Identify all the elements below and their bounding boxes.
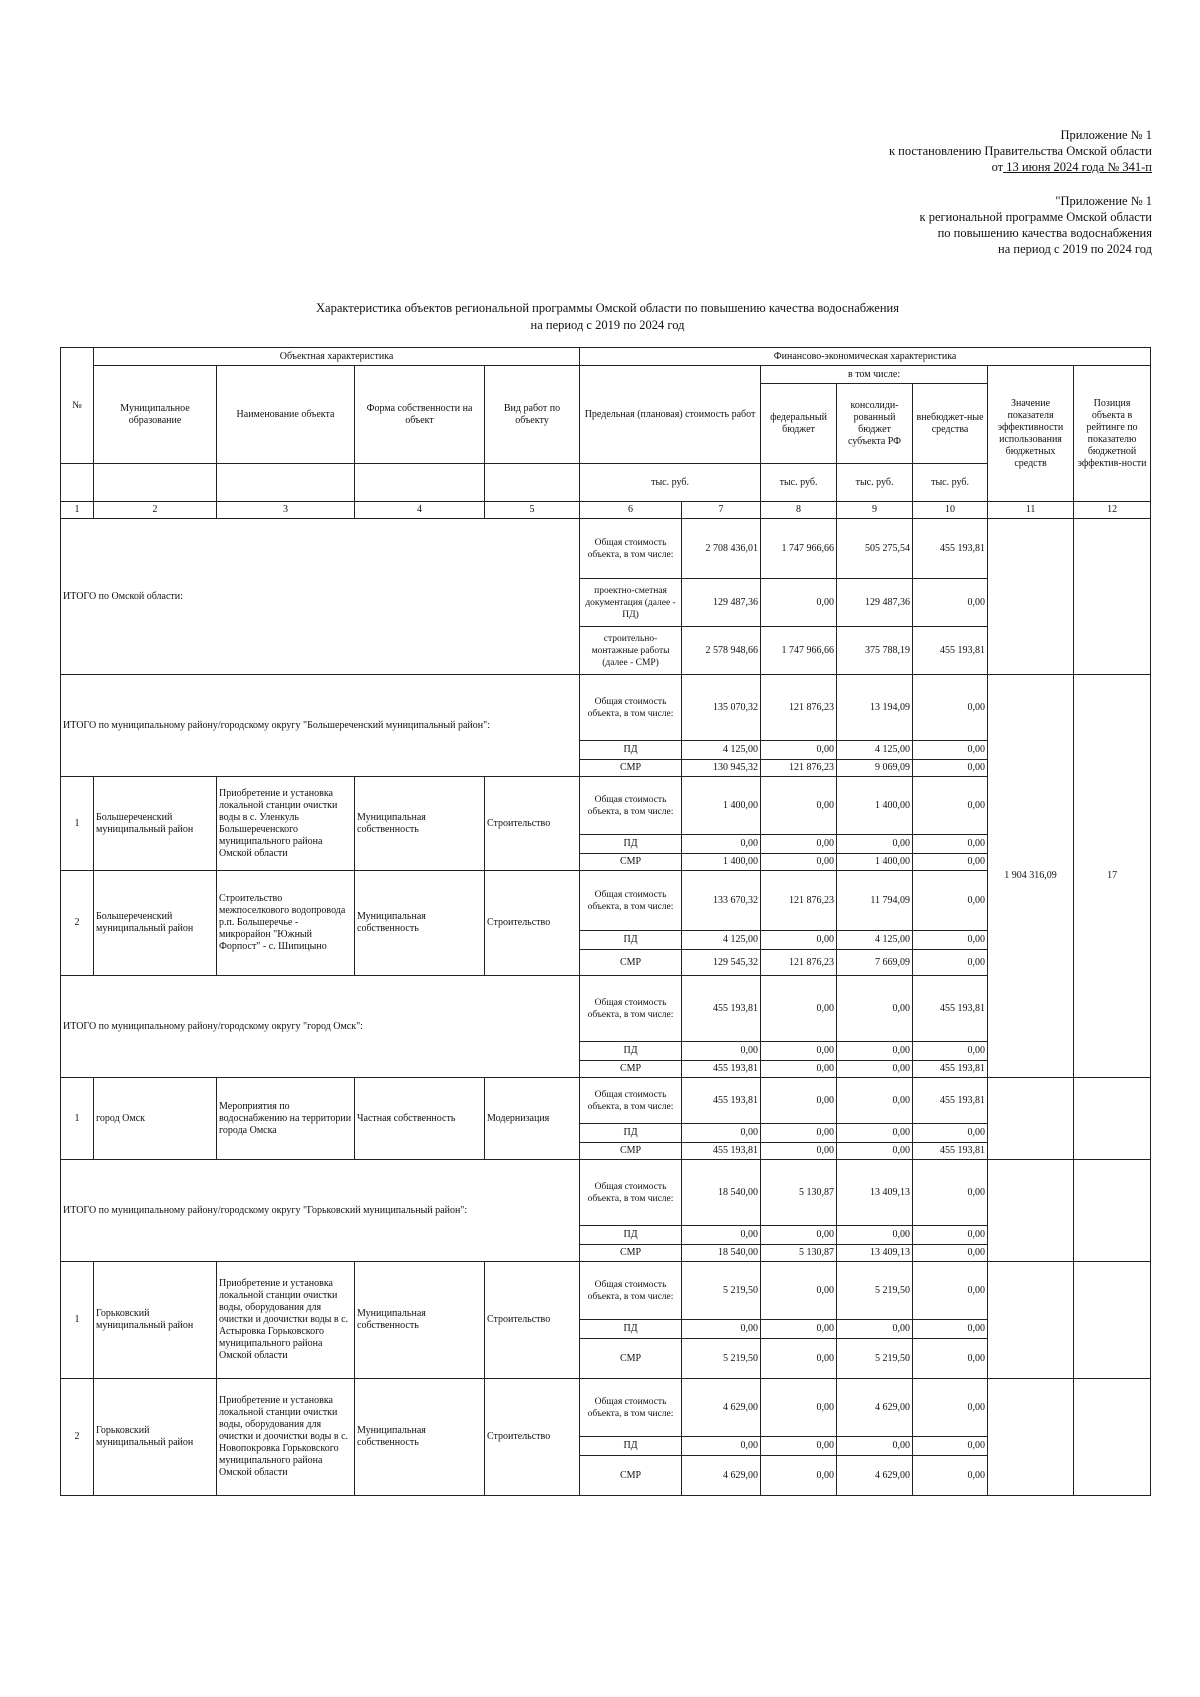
amount-cell: 0,00: [761, 1143, 837, 1160]
object-number: 1: [61, 1078, 94, 1160]
amount-cell: 0,00: [913, 1379, 988, 1437]
district-total-label: ИТОГО по муниципальному району/городскому округу "Большереченский муниципальный район":: [61, 675, 580, 777]
amount-cell: 0,00: [761, 741, 837, 760]
amount-cell: 0,00: [837, 1124, 913, 1143]
object-work-type: Строительство: [485, 777, 580, 871]
amount-cell: 9 069,09: [837, 760, 913, 777]
amount-cell: 0,00: [761, 1124, 837, 1143]
document-title: [60, 300, 1155, 334]
amount-cell: 18 540,00: [682, 1245, 761, 1262]
rating-cell: [1074, 1160, 1151, 1262]
object-number: 1: [61, 777, 94, 871]
amount-cell: 0,00: [682, 1437, 761, 1456]
amount-cell: 0,00: [682, 1042, 761, 1061]
row-label-pd: ПД: [580, 1320, 682, 1339]
amount-cell: 0,00: [913, 675, 988, 741]
amount-cell: 0,00: [761, 1061, 837, 1078]
object-work-type: Строительство: [485, 1262, 580, 1379]
row-label-total: Общая стоимость объекта, в том числе:: [580, 1379, 682, 1437]
header-object-characteristics: Объектная характеристика: [94, 348, 580, 366]
amount-cell: 0,00: [761, 1437, 837, 1456]
header-unit-blank: [217, 464, 355, 502]
row-label-smr: СМР: [580, 760, 682, 777]
region-total-label: ИТОГО по Омской области:: [61, 519, 580, 675]
object-name: Приобретение и установка локальной станции очистки воды, оборудования для очистки и доочистки воды в с. Астыровка Горьковского муниципального района Омской области: [217, 1262, 355, 1379]
row-label-smr: СМР: [580, 1143, 682, 1160]
amount-cell: 1 400,00: [837, 854, 913, 871]
object-ownership: Муниципальная собственность: [355, 871, 485, 976]
amount-cell: 0,00: [761, 931, 837, 950]
amount-cell: 5 130,87: [761, 1245, 837, 1262]
column-number: 7: [682, 502, 761, 519]
amount-cell: 0,00: [837, 976, 913, 1042]
rating-cell: [1074, 1262, 1151, 1379]
amount-cell: 0,00: [913, 950, 988, 976]
header-financial-characteristics: Финансово-экономическая характеристика: [580, 348, 1151, 366]
appendix-line: [889, 159, 1152, 175]
amount-cell: 0,00: [837, 1226, 913, 1245]
amount-cell: 0,00: [837, 1042, 913, 1061]
amount-cell: 0,00: [913, 1339, 988, 1379]
amount-cell: 0,00: [761, 1339, 837, 1379]
amount-cell: 129 487,36: [837, 579, 913, 627]
amount-cell: 130 945,32: [682, 760, 761, 777]
object-name: Мероприятия по водоснабжению на территории города Омска: [217, 1078, 355, 1160]
amount-cell: 0,00: [682, 835, 761, 854]
appendix-line: к региональной программе Омской области: [919, 210, 1152, 224]
amount-cell: 2 578 948,66: [682, 627, 761, 675]
column-number: 10: [913, 502, 988, 519]
header-work-type: Вид работ по объекту: [485, 366, 580, 464]
amount-cell: 0,00: [837, 1061, 913, 1078]
row-label-smr: строительно-монтажные работы (далее - СМР): [580, 627, 682, 675]
row-label-total: Общая стоимость объекта, в том числе:: [580, 871, 682, 931]
object-name: Строительство межпоселкового водопровода р.п. Большеречье - микрорайон "Южный Форпост" - с. Шипицыно: [217, 871, 355, 976]
object-municipality: Горьковский муниципальный район: [94, 1262, 217, 1379]
amount-cell: 0,00: [761, 1379, 837, 1437]
column-number: 8: [761, 502, 837, 519]
amount-cell: 0,00: [913, 1245, 988, 1262]
amount-cell: 0,00: [682, 1226, 761, 1245]
row-label-smr: СМР: [580, 1061, 682, 1078]
object-ownership: Муниципальная собственность: [355, 1379, 485, 1496]
object-municipality: Большереченский муниципальный район: [94, 871, 217, 976]
amount-cell: 121 876,23: [761, 950, 837, 976]
amount-cell: 5 130,87: [761, 1160, 837, 1226]
amount-cell: 455 193,81: [682, 976, 761, 1042]
header-unit-blank: [485, 464, 580, 502]
amount-cell: 0,00: [837, 1320, 913, 1339]
column-number: 9: [837, 502, 913, 519]
amount-cell: 13 409,13: [837, 1160, 913, 1226]
amount-cell: 0,00: [761, 835, 837, 854]
object-work-type: Строительство: [485, 871, 580, 976]
row-label-total: Общая стоимость объекта, в том числе:: [580, 1160, 682, 1226]
row-label-smr: СМР: [580, 854, 682, 871]
object-municipality: Горьковский муниципальный район: [94, 1379, 217, 1496]
amount-cell: 13 409,13: [837, 1245, 913, 1262]
title-line: на период с 2019 по 2024 год: [530, 318, 685, 332]
object-number: 1: [61, 1262, 94, 1379]
amount-cell: 455 193,81: [682, 1078, 761, 1124]
efficiency-cell: [988, 1379, 1074, 1496]
appendix-date: 13 июня 2024 года №: [1003, 160, 1120, 174]
header-rating: Позиция объекта в рейтинге по показателю бюджетной эффектив-ности: [1074, 366, 1151, 502]
row-label-pd: проектно-сметная документация (далее - ПД): [580, 579, 682, 627]
amount-cell: 0,00: [761, 1042, 837, 1061]
appendix-line: на период с 2019 по 2024 год: [998, 242, 1152, 256]
header-consolidated: консолиди-рованный бюджет субъекта РФ: [837, 384, 913, 464]
object-ownership: Муниципальная собственность: [355, 1262, 485, 1379]
amount-cell: 1 400,00: [837, 777, 913, 835]
efficiency-cell: [988, 1262, 1074, 1379]
row-label-pd: ПД: [580, 741, 682, 760]
amount-cell: 5 219,50: [682, 1262, 761, 1320]
efficiency-value: 1 904 316,09: [988, 675, 1074, 1078]
appendix-date-prefix: от: [991, 160, 1004, 174]
amount-cell: 13 194,09: [837, 675, 913, 741]
amount-cell: 129 487,36: [682, 579, 761, 627]
appendix-line: Приложение № 1: [1060, 128, 1152, 142]
amount-cell: 455 193,81: [913, 627, 988, 675]
column-number: 2: [94, 502, 217, 519]
amount-cell: 455 193,81: [682, 1061, 761, 1078]
header-unit-blank: [61, 464, 94, 502]
header-max-cost: Предельная (плановая) стоимость работ: [580, 366, 761, 464]
amount-cell: 4 629,00: [682, 1379, 761, 1437]
appendix-number: 341-п: [1119, 160, 1152, 174]
amount-cell: 0,00: [913, 760, 988, 777]
amount-cell: 133 670,32: [682, 871, 761, 931]
row-label-smr: СМР: [580, 950, 682, 976]
amount-cell: 0,00: [913, 777, 988, 835]
amount-cell: 0,00: [913, 871, 988, 931]
column-number: 6: [580, 502, 682, 519]
header-no: №: [61, 348, 94, 464]
object-municipality: город Омск: [94, 1078, 217, 1160]
district-total-label: ИТОГО по муниципальному району/городскому округу "город Омск":: [61, 976, 580, 1078]
row-label-pd: ПД: [580, 835, 682, 854]
header-federal: федеральный бюджет: [761, 384, 837, 464]
rating-cell: [1074, 1078, 1151, 1160]
amount-cell: 0,00: [761, 1456, 837, 1496]
amount-cell: 1 400,00: [682, 854, 761, 871]
amount-cell: 0,00: [761, 1226, 837, 1245]
object-ownership: Муниципальная собственность: [355, 777, 485, 871]
object-ownership: Частная собственность: [355, 1078, 485, 1160]
row-label-pd: ПД: [580, 931, 682, 950]
amount-cell: 2 708 436,01: [682, 519, 761, 579]
amount-cell: 4 125,00: [682, 741, 761, 760]
amount-cell: 0,00: [761, 579, 837, 627]
title-line: Характеристика объектов региональной программы Омской области по повышению качества водоснабжения: [316, 301, 899, 315]
amount-cell: 0,00: [761, 854, 837, 871]
amount-cell: 121 876,23: [761, 760, 837, 777]
object-work-type: Модернизация: [485, 1078, 580, 1160]
amount-cell: 505 275,54: [837, 519, 913, 579]
efficiency-cell: [988, 519, 1074, 675]
header-municipality: Муниципальное образование: [94, 366, 217, 464]
amount-cell: 121 876,23: [761, 871, 837, 931]
amount-cell: 4 125,00: [682, 931, 761, 950]
amount-cell: 0,00: [837, 835, 913, 854]
column-number: 1: [61, 502, 94, 519]
amount-cell: 0,00: [913, 741, 988, 760]
amount-cell: 0,00: [913, 1042, 988, 1061]
column-number: 11: [988, 502, 1074, 519]
row-label-pd: ПД: [580, 1437, 682, 1456]
header-including: в том числе:: [761, 366, 988, 384]
amount-cell: 0,00: [913, 835, 988, 854]
header-unit-federal: тыс. руб.: [761, 464, 837, 502]
amount-cell: 4 629,00: [682, 1456, 761, 1496]
row-label-total: Общая стоимость объекта, в том числе:: [580, 675, 682, 741]
amount-cell: 18 540,00: [682, 1160, 761, 1226]
row-label-pd: ПД: [580, 1124, 682, 1143]
amount-cell: 0,00: [837, 1437, 913, 1456]
amount-cell: 0,00: [913, 1320, 988, 1339]
row-label-total: Общая стоимость объекта, в том числе:: [580, 1262, 682, 1320]
object-municipality: Большереченский муниципальный район: [94, 777, 217, 871]
header-unit-cost: тыс. руб.: [580, 464, 761, 502]
header-unit-blank: [355, 464, 485, 502]
column-number: 12: [1074, 502, 1151, 519]
efficiency-cell: [988, 1078, 1074, 1160]
object-number: 2: [61, 871, 94, 976]
amount-cell: 0,00: [913, 931, 988, 950]
header-efficiency: Значение показателя эффективности использования бюджетных средств: [988, 366, 1074, 502]
object-number: 2: [61, 1379, 94, 1496]
amount-cell: 4 125,00: [837, 741, 913, 760]
amount-cell: 4 125,00: [837, 931, 913, 950]
amount-cell: 0,00: [913, 1124, 988, 1143]
amount-cell: 121 876,23: [761, 675, 837, 741]
header-ownership: Форма собственности на объект: [355, 366, 485, 464]
row-label-pd: ПД: [580, 1226, 682, 1245]
amount-cell: 0,00: [913, 1226, 988, 1245]
row-label-total: Общая стоимость объекта, в том числе:: [580, 976, 682, 1042]
amount-cell: 0,00: [913, 854, 988, 871]
amount-cell: 7 669,09: [837, 950, 913, 976]
efficiency-cell: [988, 1160, 1074, 1262]
header-unit-consolidated: тыс. руб.: [837, 464, 913, 502]
header-unit-blank: [94, 464, 217, 502]
amount-cell: 0,00: [837, 1143, 913, 1160]
program-appendix-header: [920, 193, 1152, 257]
amount-cell: 0,00: [913, 1262, 988, 1320]
appendix-line: "Приложение № 1: [1055, 194, 1152, 208]
amount-cell: 455 193,81: [913, 976, 988, 1042]
amount-cell: 455 193,81: [682, 1143, 761, 1160]
amount-cell: 375 788,19: [837, 627, 913, 675]
rating-cell: [1074, 519, 1151, 675]
appendix-header: [889, 127, 1152, 175]
row-label-total: Общая стоимость объекта, в том числе:: [580, 519, 682, 579]
amount-cell: 0,00: [761, 1078, 837, 1124]
amount-cell: 0,00: [682, 1320, 761, 1339]
amount-cell: 0,00: [913, 1160, 988, 1226]
amount-cell: 129 545,32: [682, 950, 761, 976]
amount-cell: 0,00: [913, 1437, 988, 1456]
column-number: 5: [485, 502, 580, 519]
amount-cell: 0,00: [761, 777, 837, 835]
header-extrabudget: внебюджет-ные средства: [913, 384, 988, 464]
amount-cell: 1 400,00: [682, 777, 761, 835]
row-label-total: Общая стоимость объекта, в том числе:: [580, 777, 682, 835]
amount-cell: 1 747 966,66: [761, 627, 837, 675]
district-total-label: ИТОГО по муниципальному району/городскому округу "Горьковский муниципальный район":: [61, 1160, 580, 1262]
rating-cell: [1074, 1379, 1151, 1496]
appendix-line: по повышению качества водоснабжения: [937, 226, 1152, 240]
object-name: Приобретение и установка локальной станции очистки воды, оборудования для очистки и доочистки воды в с. Новопокровка Горьковского муниципального района Омской области: [217, 1379, 355, 1496]
amount-cell: 4 629,00: [837, 1456, 913, 1496]
amount-cell: 0,00: [837, 1078, 913, 1124]
amount-cell: 0,00: [761, 976, 837, 1042]
amount-cell: 1 747 966,66: [761, 519, 837, 579]
amount-cell: 5 219,50: [837, 1262, 913, 1320]
appendix-line: к постановлению Правительства Омской области: [888, 144, 1152, 158]
amount-cell: 0,00: [761, 1262, 837, 1320]
amount-cell: 135 070,32: [682, 675, 761, 741]
amount-cell: 0,00: [682, 1124, 761, 1143]
amount-cell: 4 629,00: [837, 1379, 913, 1437]
amount-cell: 0,00: [761, 1320, 837, 1339]
row-label-smr: СМР: [580, 1339, 682, 1379]
amount-cell: 455 193,81: [913, 519, 988, 579]
object-name: Приобретение и установка локальной станции очистки воды в с. Уленкуль Большереченского муниципального района Омской области: [217, 777, 355, 871]
row-label-smr: СМР: [580, 1456, 682, 1496]
amount-cell: 455 193,81: [913, 1143, 988, 1160]
column-number: 4: [355, 502, 485, 519]
rating-value: 17: [1074, 675, 1151, 1078]
amount-cell: 5 219,50: [837, 1339, 913, 1379]
object-work-type: Строительство: [485, 1379, 580, 1496]
amount-cell: 455 193,81: [913, 1078, 988, 1124]
header-unit-extrabudget: тыс. руб.: [913, 464, 988, 502]
amount-cell: 11 794,09: [837, 871, 913, 931]
column-number: 3: [217, 502, 355, 519]
amount-cell: 455 193,81: [913, 1061, 988, 1078]
amount-cell: 0,00: [913, 579, 988, 627]
row-label-smr: СМР: [580, 1245, 682, 1262]
header-object-name: Наименование объекта: [217, 366, 355, 464]
row-label-total: Общая стоимость объекта, в том числе:: [580, 1078, 682, 1124]
objects-table: [60, 347, 1151, 1496]
row-label-pd: ПД: [580, 1042, 682, 1061]
amount-cell: 0,00: [913, 1456, 988, 1496]
amount-cell: 5 219,50: [682, 1339, 761, 1379]
